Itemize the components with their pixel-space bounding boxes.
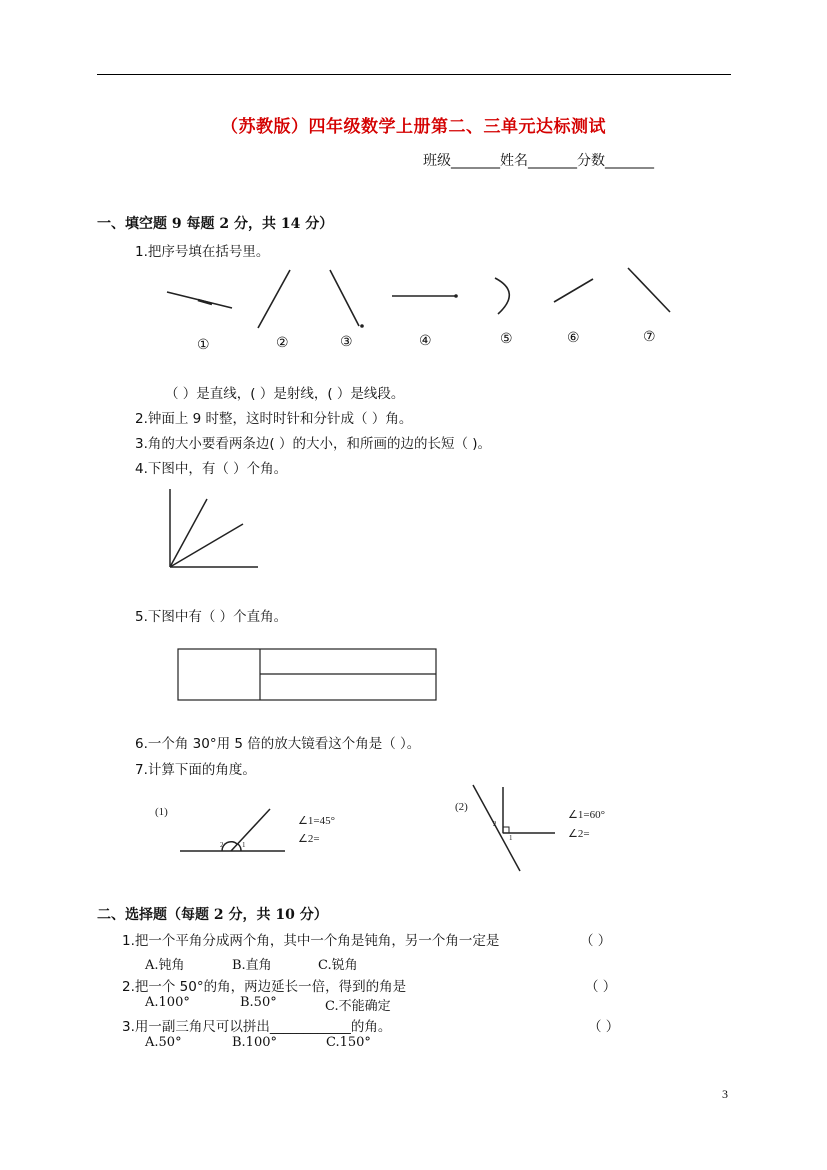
- choice-1-option-c: C.锐角: [318, 958, 358, 973]
- page-number: 3: [722, 1087, 728, 1101]
- fig1-angle-2: ∠2=: [298, 833, 320, 845]
- choice-1-option-a: A.钝角: [145, 958, 185, 973]
- student-info: [423, 150, 654, 170]
- choice-question-3: 3.用一副三角尺可以拼出____________的角。: [122, 1019, 392, 1035]
- angle-figure-1: [150, 795, 380, 860]
- score-field: 分数_______: [577, 153, 654, 169]
- class-field: 班级_______: [423, 153, 500, 169]
- circled-number-5: ⑤: [500, 332, 513, 347]
- line-figure-2: [258, 270, 290, 328]
- line-figure-6: [554, 279, 593, 302]
- question-1: 1.把序号填在括号里。: [135, 244, 270, 260]
- question-5: 5.下图中有（ ）个直角。: [135, 609, 288, 625]
- section2-heading: 二、选择题（每题 2 分，共 10 分）: [97, 907, 328, 923]
- choice-question-1: 1.把一个平角分成两个角，其中一个角是钝角，另一个角一定是: [122, 933, 500, 949]
- choice-2-option-a: A.100°: [145, 995, 190, 1010]
- choice-question-1-paren: （ ）: [580, 933, 612, 949]
- question-3: 3.角的大小要看两条边( ）的大小，和所画的边的长短（ )。: [135, 436, 491, 452]
- question-6: 6.一个角 30°用 5 倍的放大镜看这个角是（ ）。: [135, 736, 421, 752]
- choice-2-option-c: C.不能确定: [325, 999, 391, 1014]
- choice-question-2-paren: （ ）: [585, 979, 617, 995]
- question-4: 4.下图中，有（ ）个角。: [135, 461, 288, 477]
- fig2-mark-1: 1: [509, 834, 513, 842]
- circled-number-1: ①: [197, 338, 210, 353]
- choice-question-2: 2.把一个 50°的角，两边延长一倍，得到的角是: [122, 979, 407, 995]
- choice-3-option-b: B.100°: [232, 1035, 277, 1050]
- circled-number-2: ②: [276, 336, 289, 351]
- circled-number-3: ③: [340, 335, 353, 350]
- choice-3-option-c: C.150°: [326, 1035, 371, 1050]
- angle-figure-2: [445, 783, 645, 875]
- fig2-mark-2: 2: [493, 820, 497, 828]
- circled-number-4: ④: [419, 334, 432, 349]
- circled-number-6: ⑥: [567, 331, 580, 346]
- question-7: 7.计算下面的角度。: [135, 762, 256, 778]
- question-1-answer: （ ）是直线，( ）是射线，( ）是线段。: [165, 386, 405, 402]
- line-figure-3: [330, 270, 359, 326]
- circled-number-7: ⑦: [643, 330, 656, 345]
- choice-question-3-paren: （ ）: [588, 1019, 620, 1035]
- fig2-label: (2): [455, 801, 468, 813]
- choice-1-option-b: B.直角: [232, 958, 272, 973]
- line-figure-7: [628, 268, 670, 312]
- section1-heading: 一、填空题 9 每题 2 分，共 14 分）: [97, 216, 334, 232]
- choice-2-option-b: B.50°: [240, 995, 277, 1010]
- fig1-mark-1: 1: [242, 841, 246, 849]
- fig2-angle-2: ∠2=: [568, 828, 590, 840]
- fig1-angle-1: ∠1=45°: [298, 815, 335, 827]
- name-field: 姓名_______: [500, 153, 577, 169]
- page-title: （苏教版）四年级数学上册第二、三单元达标测试: [221, 117, 606, 137]
- arc-figure-5: [495, 278, 509, 314]
- fig2-angle-1: ∠1=60°: [568, 809, 605, 821]
- fig1-mark-2: 2: [220, 841, 224, 849]
- fig1-label: (1): [155, 806, 168, 818]
- right-angle-figure: [176, 647, 440, 703]
- question-2: 2.钟面上 9 时整，这时时针和分针成（ ）角。: [135, 411, 413, 427]
- choice-3-option-a: A.50°: [145, 1035, 182, 1050]
- header-rule: [97, 74, 731, 75]
- angles-figure: [160, 485, 265, 575]
